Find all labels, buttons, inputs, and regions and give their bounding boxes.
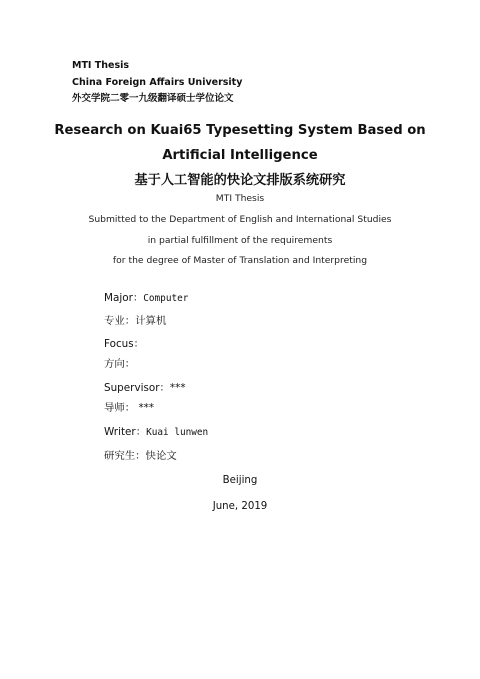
- major-label: Major：: [104, 292, 144, 304]
- focus-chinese: 方向：: [104, 358, 136, 370]
- writer-field: [104, 425, 208, 440]
- supervisor-chinese-value: ***: [138, 402, 155, 414]
- supervisor-chinese-field: [104, 401, 154, 415]
- writer-chinese: 研究生：快论文: [104, 450, 177, 462]
- submission-degree: for the degree of Master of Translation and Interpreting: [112, 255, 368, 266]
- supervisor-value: ***: [169, 382, 186, 394]
- focus-label: Focus：: [104, 338, 145, 350]
- writer-label: Writer：: [104, 426, 147, 438]
- place: Beijing: [222, 475, 258, 486]
- header-chinese-program: 外交学院二零一九级翻译硕士学位论文: [72, 93, 234, 104]
- major-chinese: 专业：计算机: [104, 315, 167, 327]
- title-english-line-2: Artificial Intelligence: [162, 148, 318, 163]
- major-field: [104, 291, 188, 306]
- submission-requirements: in partial fulfillment of the requirements: [147, 235, 333, 246]
- submission-thesis-type: MTI Thesis: [215, 193, 265, 204]
- supervisor-chinese-label: 导师：: [104, 402, 136, 414]
- submission-department: Submitted to the Department of English and International Studies: [88, 214, 392, 225]
- writer-value: Kuai lunwen: [146, 427, 209, 438]
- header-university: China Foreign Affairs University: [72, 77, 243, 88]
- date: June, 2019: [212, 501, 268, 512]
- title-chinese: 基于人工智能的快论文排版系统研究: [134, 173, 346, 188]
- title-english-line-1: Research on Kuai65 Typesetting System Based on: [54, 123, 426, 138]
- supervisor-field: [104, 381, 186, 395]
- major-value: Computer: [143, 293, 189, 304]
- header-thesis-type: MTI Thesis: [72, 60, 130, 71]
- supervisor-label: Supervisor：: [104, 382, 170, 394]
